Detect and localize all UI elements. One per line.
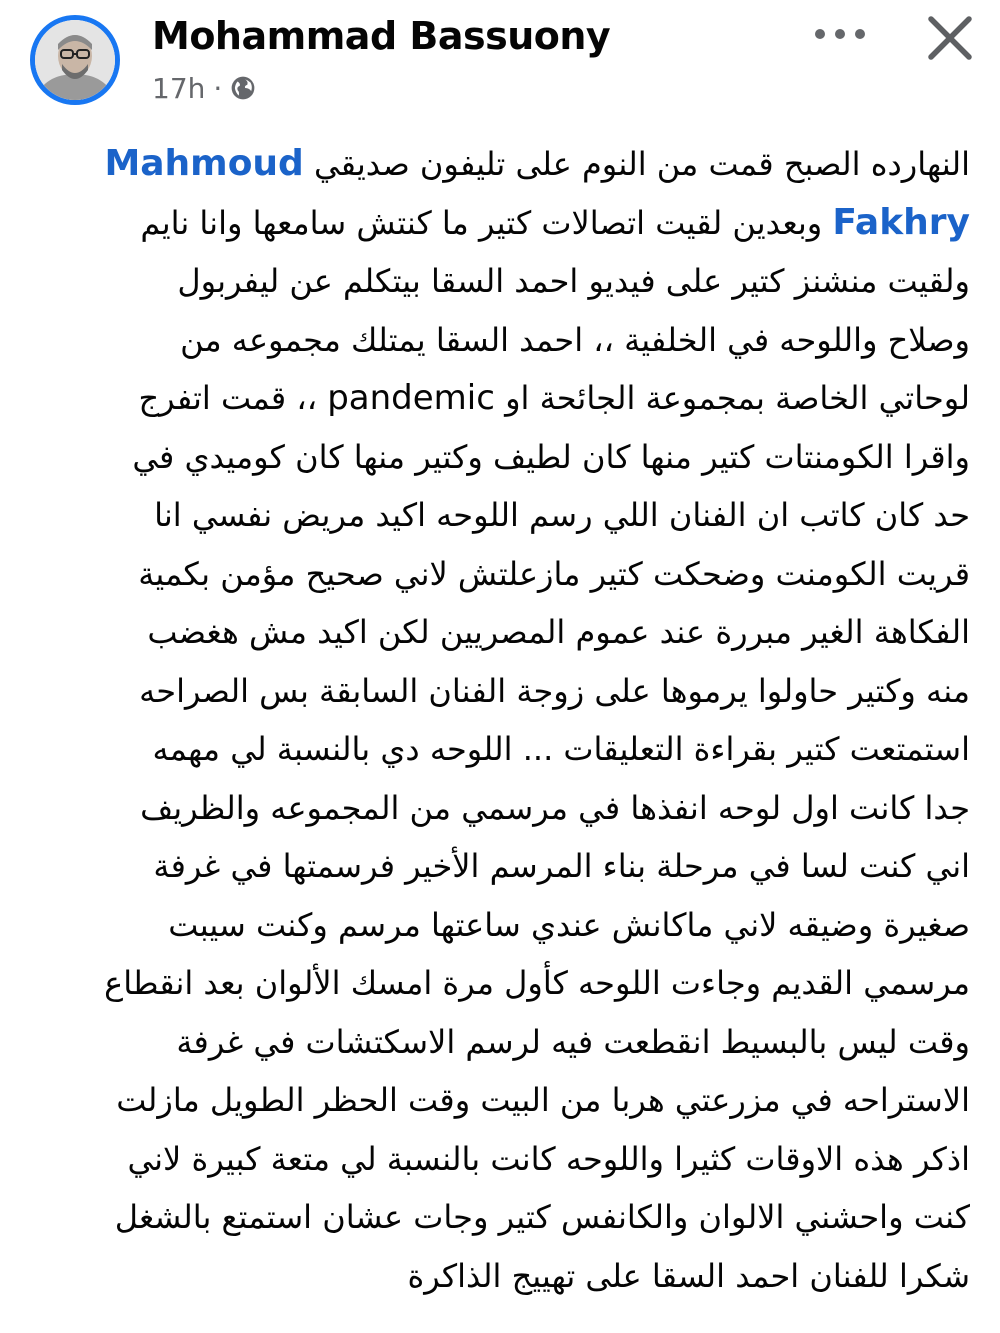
- more-options-button[interactable]: [808, 14, 872, 54]
- post-line-text: النهارده الصبح قمت من النوم على تليفون صديقي: [314, 145, 970, 183]
- post-line: جدا كانت اول لوحه انفذها في مرسمي من المجموعه والظريف: [140, 788, 970, 827]
- mention-link[interactable]: Mahmoud: [104, 143, 304, 184]
- post-line: قريت الكومنت وضحكت كتير مازعلتش لاني صحيح مؤمن بكمية: [138, 554, 970, 593]
- post-line: اني كنت لسا في مرحلة بناء المرسم الأخير فرسمتها في غرفة: [153, 847, 970, 885]
- more-options-icon: [812, 27, 868, 41]
- post-line: صغيرة وضيقه لاني ماكانش عندي ساعتها مرسم وكنت سيبت: [168, 905, 970, 944]
- author-name[interactable]: Mohammad Bassuony: [152, 14, 611, 58]
- post-line: الفكاهة الغير مبررة عند عموم المصريين لكن اكيد مش هغضب: [147, 613, 970, 651]
- author-avatar[interactable]: [30, 15, 120, 105]
- close-icon: [927, 15, 973, 61]
- post-line: استمتعت كتير بقراءة التعليقات ... اللوحه دي بالنسبة لي مهمه: [152, 730, 970, 768]
- post-line: واقرا الكومنتات كتير منها كان لطيف وكتير منها كان كوميدي في: [132, 437, 970, 476]
- post-line: وصلاح واللوحه في الخلفية ،، احمد السقا يمتلك مجموعه من: [180, 320, 970, 359]
- post-line: كنت واحشني الالوان والكانفس كتير وجات عشان استمتع بالشغل: [114, 1198, 970, 1236]
- post-line: ولقيت منشنز كتير على فيديو احمد السقا بيتكلم عن ليفربول: [177, 262, 970, 300]
- post-line-text: لوحاتي الخاصة بمجموعة الجائحة او: [505, 379, 970, 417]
- post-line: شكرا للفنان احمد السقا على تهييج الذاكرة: [407, 1256, 970, 1295]
- meta-separator: ·: [213, 71, 223, 105]
- globe-icon: [230, 75, 256, 101]
- latin-word: pandemic: [327, 378, 495, 418]
- post-line: الاستراحه في مزرعتي هربا من البيت وقت الحظر الطويل مازلت: [116, 1081, 970, 1119]
- profile-photo-icon: [35, 20, 115, 100]
- post-line: حد كان كاتب ان الفنان اللي رسم اللوحه اكيد مريض نفسي انا: [154, 496, 970, 534]
- close-button[interactable]: [922, 10, 978, 66]
- post-text: [30, 135, 970, 1305]
- post-line: اذكر هذه الاوقات كثيرا واللوحه كانت بالنسبة لي متعة كبيرة لاني: [127, 1139, 970, 1178]
- post-line-text: ،، قمت اتفرج: [138, 379, 318, 417]
- post-line-text: وبعدين لقيت اتصالات كتير ما كنتش سامعها وانا نايم: [140, 203, 823, 242]
- post-line: [30, 369, 970, 428]
- post-meta: [152, 70, 256, 106]
- post-line: وقت ليس بالبسيط انقطعت فيه لرسم الاسكتشات في غرفة: [176, 1022, 970, 1061]
- post-line: منه وكتير حاولوا يرموها على زوجة الفنان السابقة بس الصراحه: [139, 671, 970, 710]
- post-line: [30, 135, 970, 194]
- post-header: [0, 0, 1000, 130]
- post-line: [30, 194, 970, 253]
- mention-link[interactable]: Fakhry: [832, 201, 970, 243]
- post-time[interactable]: 17h: [152, 71, 206, 105]
- post-line: مرسمي القديم وجاءت اللوحه كأول مرة امسك الألوان بعد انقطاع: [104, 964, 970, 1002]
